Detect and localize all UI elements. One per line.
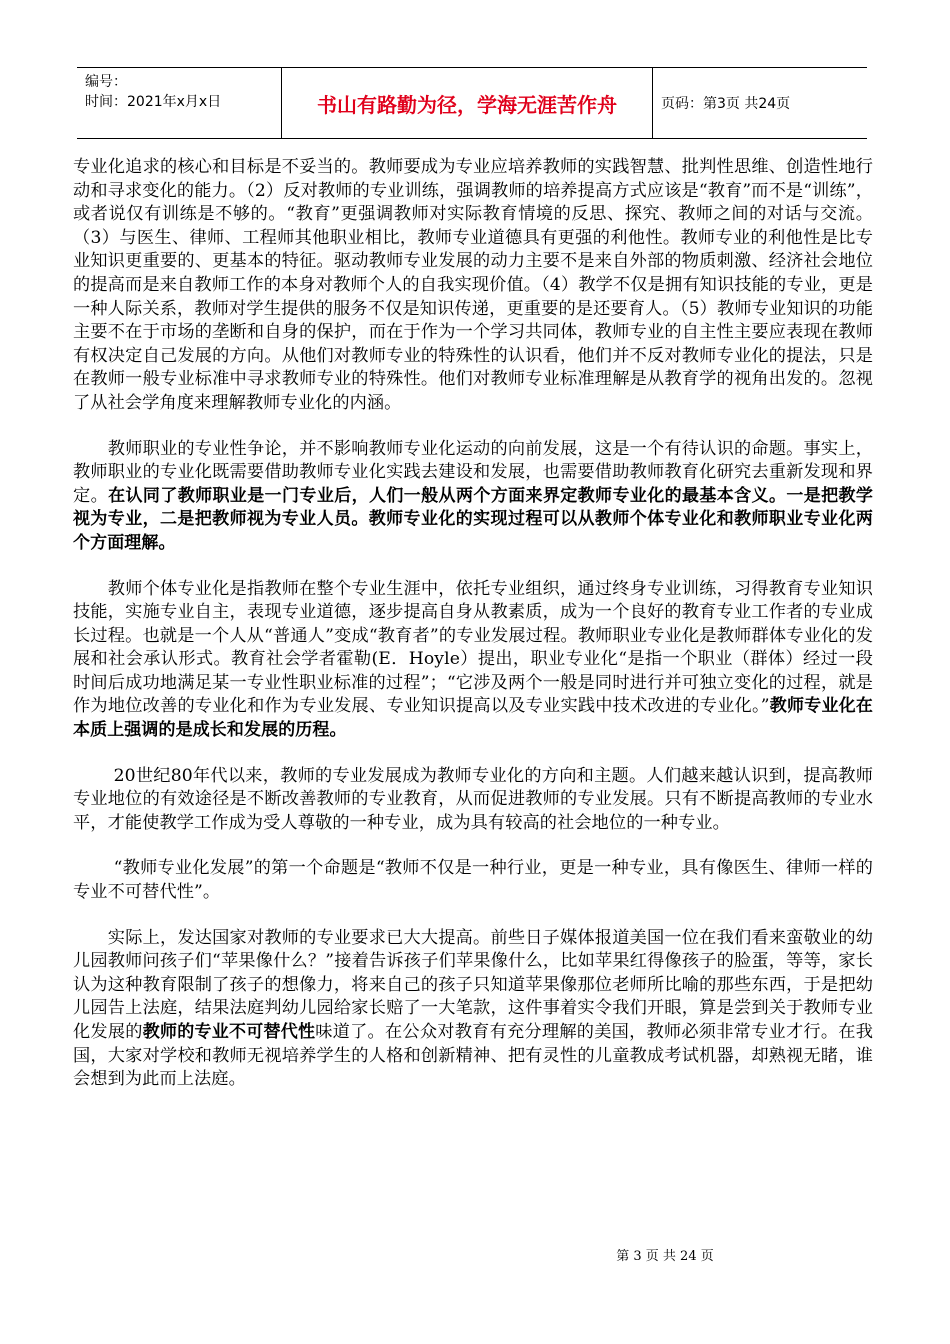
page-header <box>77 67 867 139</box>
bold-text: 在认同了教师职业是一门专业后，人们一般从两个方面来界定教师专业化的最基本含义。一是把教学视为专业，二是把教师视为专业人员。教师专业化的实现过程可以从教师个体专业化和教师职业专业化两个方面理解。 <box>73 485 873 553</box>
paragraph-3: 教师个体专业化是指教师在整个专业生涯中，依托专业组织，通过终身专业训练，习得教育专业知识技能，实施专业自主，表现专业道德，逐步提高自身从教素质，成为一个良好的教育专业工作者的专业成长过程。也就是一个人从“普通人”变成“教育者”的专业发展过程。教师职业专业化是教师群体专业化的发展和社会承认形式。教育社会学者霍勒(E．Hoyle）提出，职业专业化“是指一个职业（群体）经过一段时间后成功地满足某一专业性职业标准的过程”；“它涉及两个一般是同时进行并可独立变化的过程，就是作为地位改善的专业化和作为专业发展、专业知识提高以及专业实践中技术改进的专业化。”教师专业化在本质上强调的是成长和发展的历程。 <box>73 578 874 741</box>
header-meta <box>77 68 282 138</box>
footer-page-number: 第 3 页 共 24 页 <box>616 1249 714 1264</box>
page-footer <box>0 1245 950 1264</box>
document-number: 编号： <box>85 74 127 90</box>
paragraph-4: 20世纪80年代以来，教师的专业发展成为教师专业化的方向和主题。人们越来越认识到，提高教师专业地位的有效途径是不断改善教师的专业教育，从而促进教师的专业发展。只有不断提高教师的专业水平，才能使教学工作成为受人尊敬的一种专业，成为具有较高的社会地位的一种专业。 <box>73 765 874 833</box>
paragraph-5: “教师专业化发展”的第一个命题是“教师不仅是一种行业，更是一种专业，具有像医生、律师一样的专业不可替代性”。 <box>73 858 873 903</box>
header-motto: 书山有路勤为径，学海无涯苦作舟 <box>282 68 653 138</box>
paragraph-1: 专业化追求的核心和目标是不妥当的。教师要成为专业应培养教师的实践智慧、批判性思维、创造性地行动和寻求变化的能力。（2）反对教师的专业训练，强调教师的培养提高方式应该是“教育”而不是“训练”，或者说仅有训练是不够的。“教育”更强调教师对实际教育情境的反思、探究、教师之间的对话与交流。（3）与医生、律师、工程师其他职业相比，教师专业道德具有更强的利他性。教师专业的利他性是比专业知识更重要的、更基本的特征。驱动教师专业发展的动力主要不是来自外部的物质刺激、经济社会地位的提高而是来自教师工作的本身对教师个人的自我实现价值。（4）教学不仅是拥有知识技能的专业，更是一种人际关系，教师对学生提供的服务不仅是知识传递，更重要的是还要育人。（5）教师专业知识的功能主要不在于市场的垄断和自身的保护，而在于作为一个学习共同体，教师专业的自主性主要应表现在教师有权决定自己发展的方向。从他们对教师专业的特殊性的认识看，他们并不反对教师专业化的提法，只是在教师一般专业标准中寻求教师专业的特殊性。他们对教师专业标准理解是从教育学的视角出发的。忽视了从社会学角度来理解教师专业化的内涵。 <box>73 157 873 413</box>
paragraph-2: 教师职业的专业性争论，并不影响教师专业化运动的向前发展，这是一个有待认识的命题。事实上，教师职业的专业化既需要借助教师专业化实践去建设和发展，也需要借助教师教育化研究去重新发现和界定。在认同了教师职业是一门专业后，人们一般从两个方面来界定教师专业化的最基本含义。一是把教学视为专业，二是把教师视为专业人员。教师专业化的实现过程可以从教师个体专业化和教师职业专业化两个方面理解。 <box>73 438 874 553</box>
bold-text: 教师的专业不可替代性 <box>142 1022 316 1042</box>
paragraph-6: 实际上，发达国家对教师的专业要求已大大提高。前些日子媒体报道美国一位在我们看来蛮敬业的幼儿园教师问孩子们“苹果像什么？”接着告诉孩子们苹果像什么，比如苹果红得像孩子的脸蛋，等等，家长认为这种教育限制了孩子的想像力，将来自己的孩子只知道苹果像那位老师所比喻的那些东西，于是把幼儿园告上法庭，结果法庭判幼儿园给家长赔了一大笔款，这件事着实令我们开眼，算是尝到关于教师专业化发展的教师的专业不可替代性味道了。在公众对教育有充分理解的美国，教师必须非常专业才行。在我国，大家对学校和教师无视培养学生的人格和创新精神、把有灵性的儿童教成考试机器，却熟视无睹，谁会想到为此而上法庭。 <box>73 927 874 1090</box>
document-body <box>73 156 873 1114</box>
header-page-info: 页码：第3页 共24页 <box>661 96 791 112</box>
bold-text: 教师专业化在本质上强调的是成长和发展的历程。 <box>73 696 873 741</box>
document-date: 时间：2021年x月x日 <box>85 94 222 110</box>
